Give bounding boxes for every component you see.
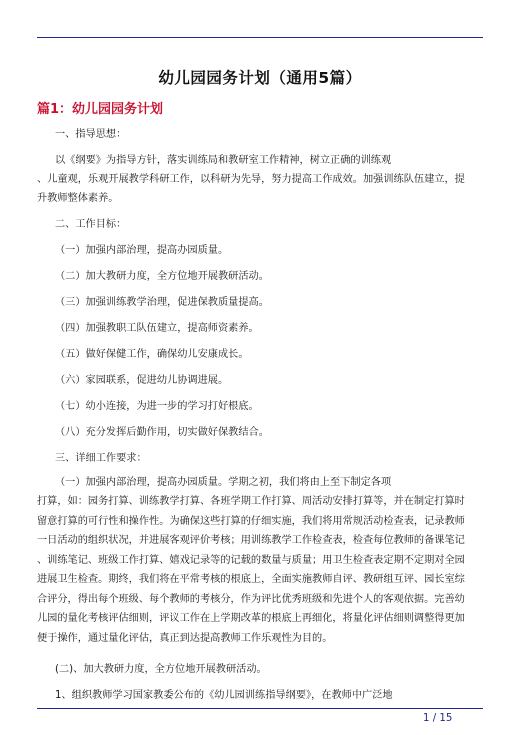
paragraph-line: 便于操作，通过量化评估，真正到达提高教师工作乐观性为目的。 [37, 632, 333, 644]
paragraph-line: 升教师整体素养。 [37, 193, 119, 204]
heading-work-goals: 二、工作目标： [55, 219, 127, 230]
page-number: 1 / 15 [423, 713, 453, 724]
header-rule [37, 37, 483, 38]
paragraph-line: 、训练笔记、班级工作打算、嬉戏记录等的记载的数量与质量；用卫生检查表定期不定期对全园 [37, 554, 465, 566]
paragraph-line: （一）加强内部治理，提高办园质量。学期之初，我们将由上至下制定各项 [55, 477, 392, 488]
paragraph-line: 1、组织教师学习国家教委公布的《幼儿园训练指导纲要》，在教师中广泛地 [55, 690, 393, 701]
paragraph-line: 、儿童观，乐观开展教学科研工作，以科研为先导，努力提高工作成效。加强训练队伍建立，提 [37, 174, 465, 185]
paragraph-line: 留意打算的可行性和操作性。为确保这些打算的仔细实施，我们将用常规活动检查表，记录教师 [37, 515, 465, 527]
goal-item: （二）加大教研力度，全方位地开展教研活动。 [55, 271, 269, 282]
document-title: 幼儿园园务计划（通用5篇） [158, 69, 362, 87]
paragraph-line: 打算，如：园务打算、训练教学打算、各班学期工作打算、周活动安排打算等，并在制定打算时 [37, 496, 465, 507]
paragraph-line: 合评分，得出每个班级、每个教师的考核分，作为评比优秀班级和先进个人的客观依据。完善幼 [37, 593, 465, 605]
goal-item: （七）幼小连接，为进一步的学习打好根底。 [55, 401, 259, 412]
goal-item: （一）加强内部治理，提高办园质量。 [55, 245, 229, 256]
requirement-paragraph [37, 492, 483, 648]
footer-rule [37, 708, 483, 709]
goal-item: （五）做好保健工作，确保幼儿安康成长。 [55, 349, 249, 360]
paragraph-line: 以《纲要》为指导方针，落实训练局和教研室工作精神，树立正确的训练观 [55, 155, 392, 166]
heading-guiding-thought: 一、指导思想： [55, 129, 127, 140]
goal-item: （三）加强训练教学治理，促进保教质量提高。 [55, 297, 269, 308]
heading-detailed-requirements: 三、详细工作要求： [55, 453, 147, 464]
paragraph-line: 儿园的量化考核评估细则，评议工作在上学期改革的根底上再细化，将量化评估细则调整得更加 [37, 613, 465, 624]
goal-item: （四）加强教职工队伍建立，提高师资素养。 [55, 323, 259, 334]
goal-item: （八）充分发挥后勤作用，切实做好保教结合。 [55, 427, 269, 438]
paragraph-line: 一日活动的组织状况，并进展客观评价考核；用训练教学工作检查表，检查每位教师的备课笔记 [37, 535, 465, 546]
goal-item: （六）家园联系，促进幼儿协调进展。 [55, 375, 229, 386]
paragraph-line: 进展卫生检查。期终，我们将在平常考核的根底上，全面实施教师自评、教研组互评、园长室综 [37, 574, 465, 585]
heading-research-strength: (二)、加大教研力度，全方位地开展教研活动。 [55, 664, 267, 675]
section-heading: 篇1：幼儿园园务计划 [37, 102, 164, 117]
